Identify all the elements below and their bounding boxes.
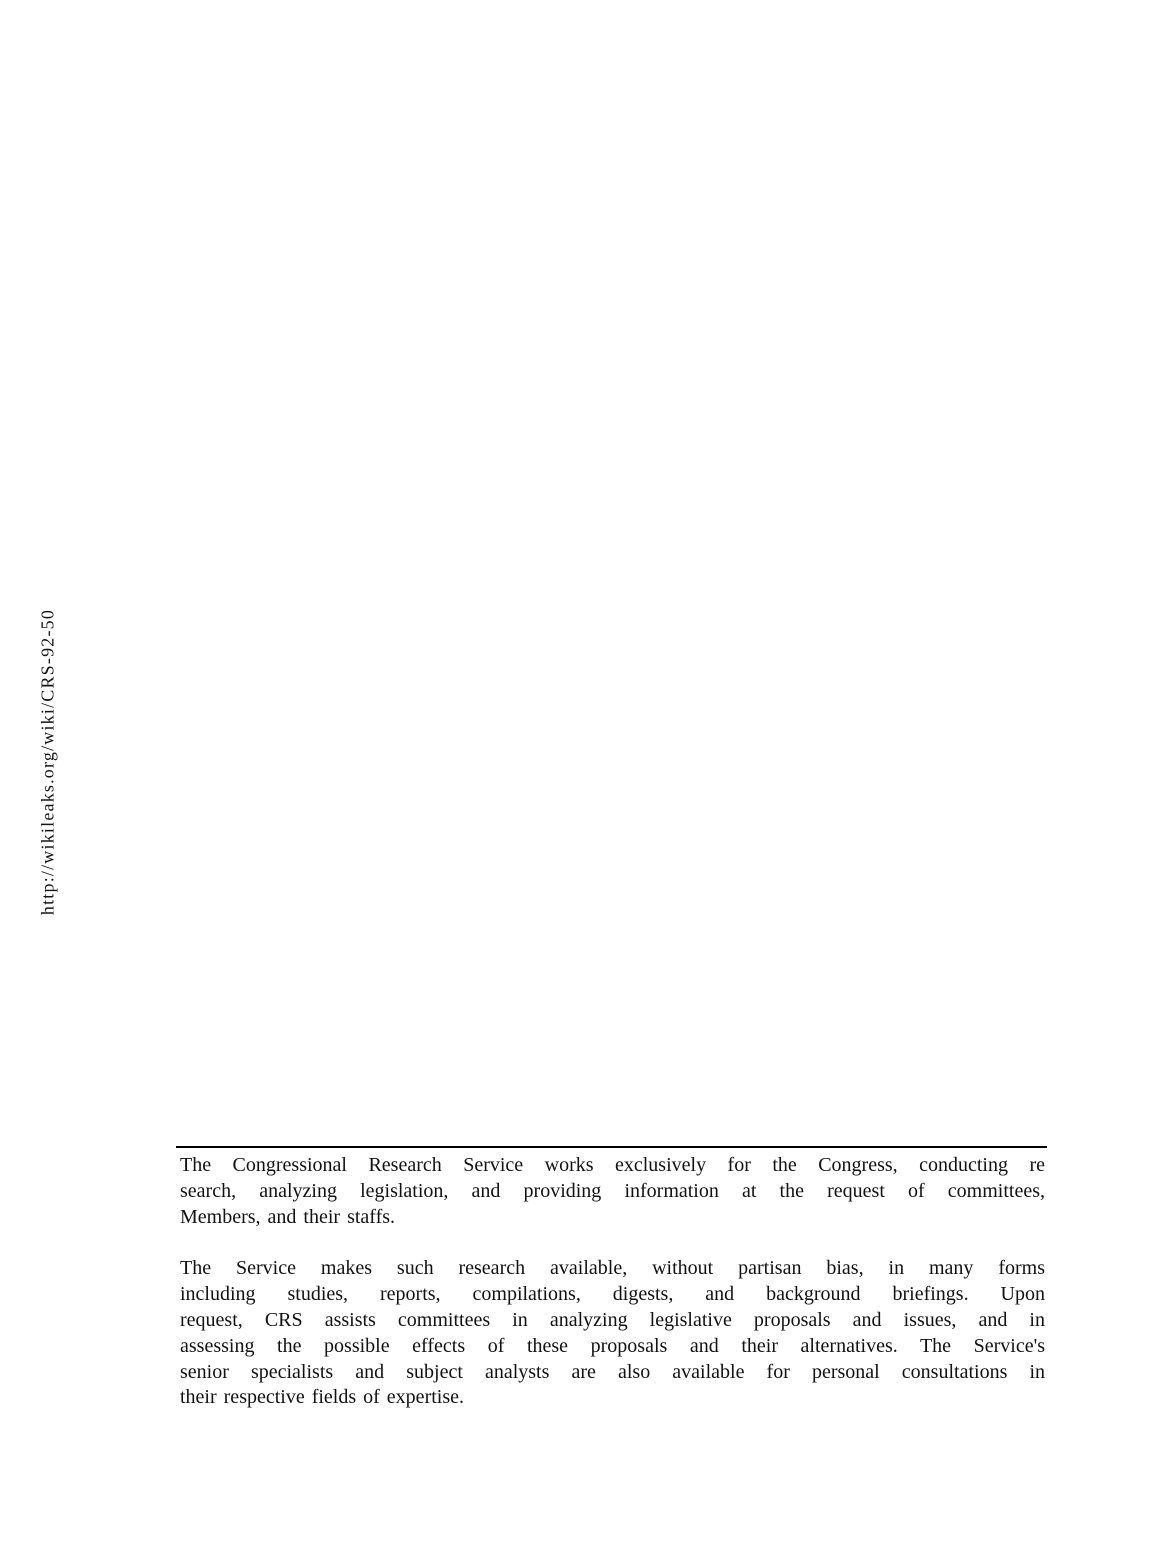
paragraph-crs-intro [176,1153,1047,1230]
text-line: search, analyzing legislation, and providing information at the request of committees, [180,1179,1045,1202]
text-line: their respective fields of expertise. [180,1386,464,1409]
crs-disclaimer-block [176,1146,1047,1411]
text-line: senior specialists and subject analysts are also available for personal consultations in [180,1360,1045,1383]
wikileaks-url-text: http://wikileaks.org/wiki/CRS-92-50 [37,608,58,916]
text-line: including studies, reports, compilations, digests, and background briefings. Upon [180,1283,1045,1306]
text-line: The Service makes such research available, without partisan bias, in many forms [180,1257,1045,1280]
horizontal-rule [176,1146,1047,1148]
text-line: assessing the possible effects of these proposals and their alternatives. The Service's [180,1334,1045,1357]
text-line: request, CRS assists committees in analyzing legislative proposals and issues, and in [180,1308,1045,1331]
paragraph-crs-service [176,1256,1047,1411]
text-line: Members, and their staffs. [180,1205,396,1228]
text-line: The Congressional Research Service works exclusively for the Congress, conducting re [180,1154,1045,1176]
